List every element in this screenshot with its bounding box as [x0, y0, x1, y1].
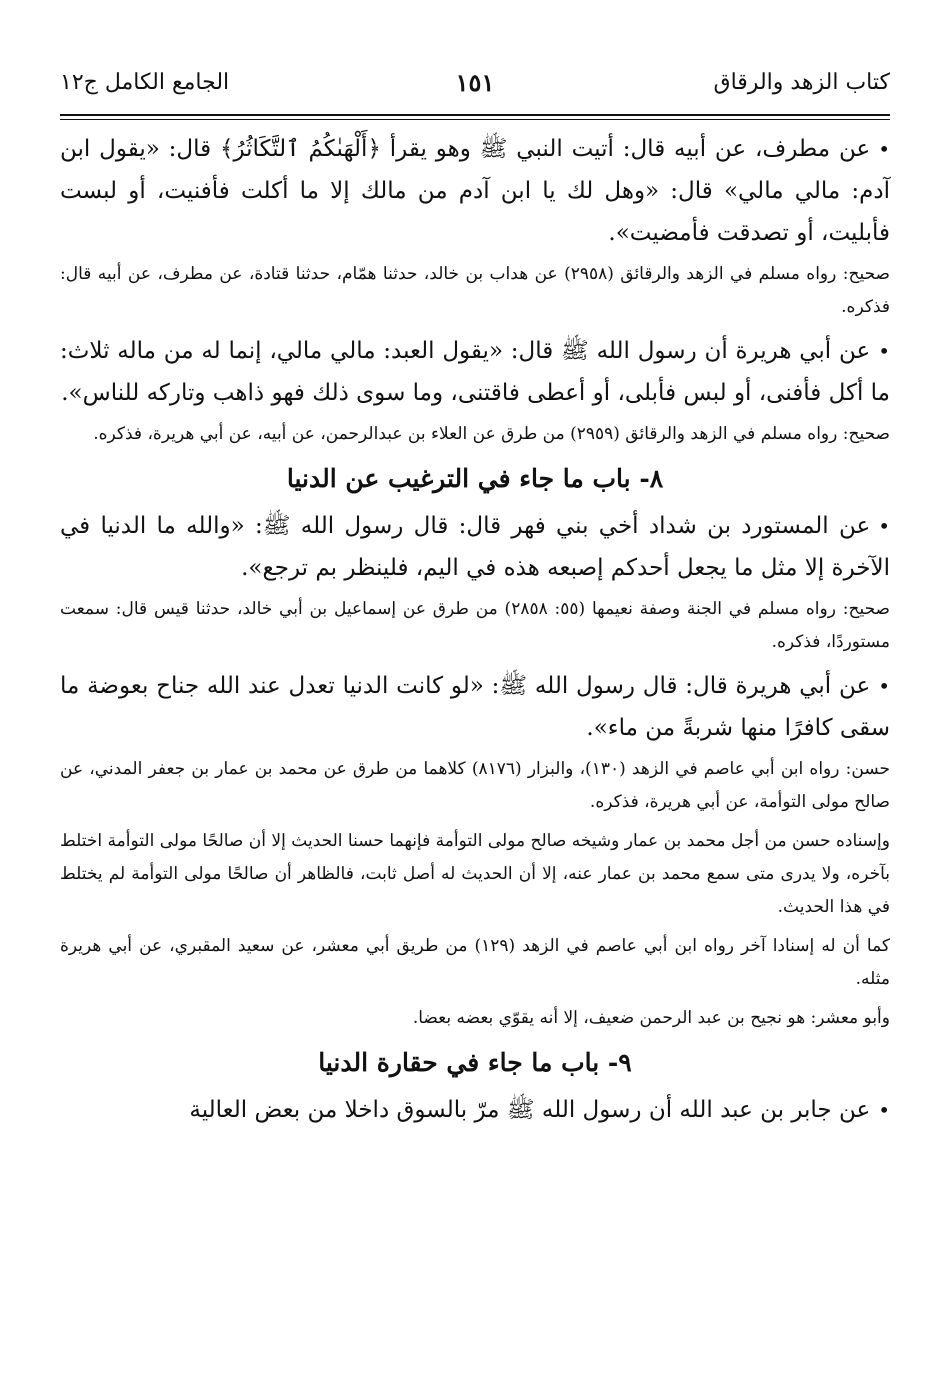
takhrij-note: صحيح: رواه مسلم في الجنة وصفة نعيمها (٥٥: ٢٨٥٨) من طرق عن إسماعيل بن أبي خالد، حدثنا قيس قال: سمعت مستوردًا، فذكره.	[60, 599, 890, 652]
hadith-paragraph	[60, 665, 890, 749]
takhrij-note: صحيح: رواه مسلم في الزهد والرقائق (٢٩٥٨) عن هداب بن خالد، حدثنا همّام، حدثنا قتادة، عن مطرف، عن أبيه قال: فذكره.	[60, 264, 890, 317]
hadith-paragraph	[60, 505, 890, 589]
chapter-heading: ٩- باب ما جاء في حقارة الدنيا	[318, 1048, 632, 1077]
hadith-text: عن أبي هريرة أن رسول الله ﷺ قال: «يقول العبد: مالي مالي، إنما له من ماله ثلاث: ما أكل فأفنى، أو لبس فأبلى، أو أعطى فاقتنى، وما سوى ذلك فهو ذاهب وتاركه للناس».	[60, 338, 890, 406]
volume-title: الجامع الكامل ج١٢	[60, 70, 230, 95]
takhrij-note: حسن: رواه ابن أبي عاصم في الزهد (١٣٠)، والبزار (٨١٧٦) كلاهما من طرق عن محمد بن عمار بن جعفر المدني، عن صالح مولى التوأمة، عن أبي هريرة، فذكره.	[60, 759, 890, 812]
header-rule-thin	[60, 119, 890, 120]
hadith-paragraph	[60, 1089, 890, 1131]
hadith-text: عن المستورد بن شداد أخي بني فهر قال: قال رسول الله ﷺ: «والله ما الدنيا في الآخرة إلا مثل ما يجعل أحدكم إصبعه هذه في اليم، فلينظر بم ترجع».	[60, 513, 890, 581]
running-header	[60, 62, 890, 108]
hadith-paragraph	[60, 128, 890, 254]
book-section-title: كتاب الزهد والرقاق	[713, 70, 890, 95]
bullet-icon: •	[878, 514, 890, 538]
hadith-paragraph	[60, 330, 890, 414]
isnad-commentary: كما أن له إسنادا آخر رواه ابن أبي عاصم في الزهد (١٢٩) من طريق أبي معشر، عن سعيد المقبري، عن أبي هريرة مثله.	[60, 936, 890, 989]
chapter-heading: ٨- باب ما جاء في الترغيب عن الدنيا	[286, 464, 664, 493]
narrator-note: وأبو معشر: هو نجيح بن عبد الرحمن ضعيف، إلا أنه يقوّي بعضه بعضا.	[412, 1008, 890, 1028]
header-rule-thick	[60, 114, 890, 116]
hadith-text: عن جابر بن عبد الله أن رسول الله ﷺ مرّ بالسوق داخلا من بعض العالية	[189, 1097, 871, 1123]
bullet-icon: •	[878, 1098, 890, 1122]
isnad-commentary: وإسناده حسن من أجل محمد بن عمار وشيخه صالح مولى التوأمة فإنهما حسنا الحديث إلا أن صالحًا مولى التوأمة اختلط بآخره، ولا يدرى متى سمع محمد بن عمار عنه، إلا أن الحديث له أصل ثابت، فالظاهر أن صالحًا مولى التوأمة لم يختلط في هذا الحديث.	[60, 831, 890, 917]
hadith-text: عن أبي هريرة قال: قال رسول الله ﷺ: «لو كانت الدنيا تعدل عند الله جناح بعوضة ما سقى كافرًا منها شربةً من ماء».	[60, 673, 890, 741]
page-number: ١٥١	[455, 68, 495, 97]
bullet-icon: •	[878, 137, 890, 161]
hadith-text: عن مطرف، عن أبيه قال: أتيت النبي ﷺ وهو يقرأ ﴿أَلْهَىٰكُمُ ٱلتَّكَاثُرُ﴾ قال: «يقول ابن آدم: مالي مالي» قال: «وهل لك يا ابن آدم من مالك إلا ما أكلت فأفنيت، أو لبست فأبليت، أو تصدقت فأمضيت».	[60, 136, 890, 246]
bullet-icon: •	[878, 674, 890, 698]
bullet-icon: •	[878, 339, 890, 363]
page-body	[60, 128, 890, 1135]
takhrij-note: صحيح: رواه مسلم في الزهد والرقائق (٢٩٥٩) من طرق عن العلاء بن عبدالرحمن، عن أبيه، عن أبي هريرة، فذكره.	[93, 424, 890, 444]
